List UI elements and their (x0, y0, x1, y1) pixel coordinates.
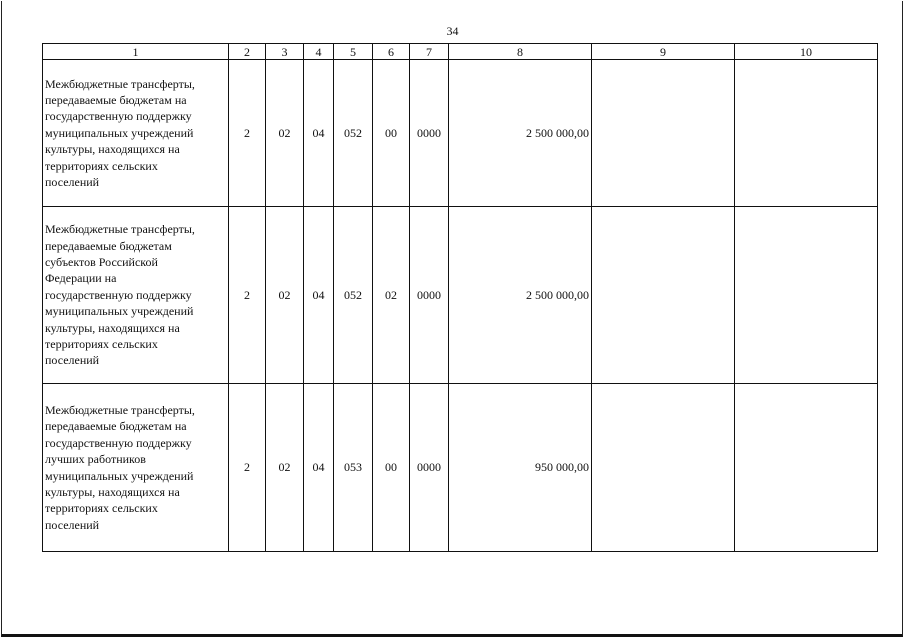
table-cell: 0000 (410, 384, 449, 552)
amount-cell: 2 500 000,00 (449, 207, 592, 384)
column-header: 6 (373, 44, 410, 60)
table-cell (592, 207, 735, 384)
budget-table (42, 43, 878, 552)
row-description: Межбюджетные трансферты, передаваемые бюджетам на государственную поддержку муниципальных учреждений культуры, находящихся на территориях сельских поселений (43, 60, 229, 207)
column-header: 8 (449, 44, 592, 60)
table-cell: 0000 (410, 207, 449, 384)
column-header: 3 (266, 44, 304, 60)
amount-cell: 2 500 000,00 (449, 60, 592, 207)
amount-cell: 950 000,00 (449, 384, 592, 552)
header-row (43, 44, 878, 60)
table-cell (592, 384, 735, 552)
table-cell: 2 (229, 384, 266, 552)
table-cell: 052 (334, 207, 373, 384)
table-cell: 2 (229, 207, 266, 384)
table-cell: 04 (304, 384, 334, 552)
table-cell: 02 (373, 207, 410, 384)
table-cell (735, 60, 878, 207)
table-cell: 02 (266, 207, 304, 384)
column-header: 5 (334, 44, 373, 60)
table-row (43, 60, 878, 207)
column-header: 10 (735, 44, 878, 60)
column-header: 9 (592, 44, 735, 60)
column-header: 4 (304, 44, 334, 60)
table-cell: 052 (334, 60, 373, 207)
table-cell: 00 (373, 384, 410, 552)
table-cell: 02 (266, 60, 304, 207)
table-row (43, 207, 878, 384)
row-description: Межбюджетные трансферты, передаваемые бюджетам на государственную поддержку лучших работников муниципальных учреждений культуры, находящихся на территориях сельских поселений (43, 384, 229, 552)
table-cell: 2 (229, 60, 266, 207)
table-cell: 053 (334, 384, 373, 552)
column-header: 2 (229, 44, 266, 60)
column-header: 7 (410, 44, 449, 60)
page-number: 34 (446, 24, 459, 38)
column-header: 1 (43, 44, 229, 60)
table-cell: 04 (304, 60, 334, 207)
table-cell (735, 207, 878, 384)
table-cell: 0000 (410, 60, 449, 207)
table-row (43, 384, 878, 552)
table-cell: 00 (373, 60, 410, 207)
table-cell (735, 384, 878, 552)
table-cell (592, 60, 735, 207)
row-description: Межбюджетные трансферты, передаваемые бюджетам субъектов Российской Федерации на государственную поддержку муниципальных учреждений культуры, находящихся на территориях сельских поселений (43, 207, 229, 384)
table-cell: 02 (266, 384, 304, 552)
table-cell: 04 (304, 207, 334, 384)
